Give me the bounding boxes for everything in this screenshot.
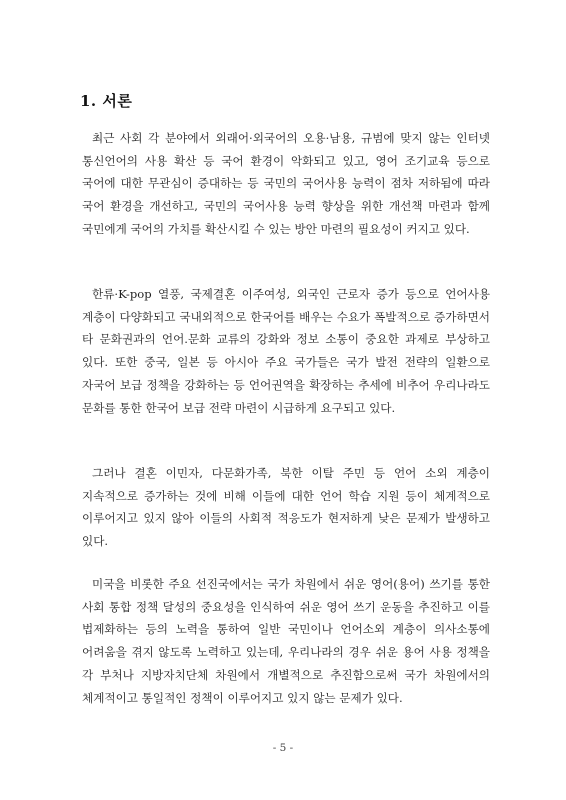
paragraph-2: 한류·K-pop 열풍, 국제결혼 이주여성, 외국인 근로자 증가 등으로 언어사용 계층이 다양화되고 국내외적으로 한국어를 배우는 수요가 폭발적으로 증가하면서 타 문화권과의 언어.문화 교류의 강화와 정보 소통이 중요한 과제로 부상하고 있다. 또한 중국, 일본 등 아시아 주요 국가들은 국가 발전 전략의 일환으로 자국어 보급 정책을 강화하는 등 언어권역을 확장하는 추세에 비추어 우리나라도 문화를 통한 한국어 보급 전략 마련이 시급하게 요구되고 있다. [82,287,490,415]
page-number: - 5 - [272,742,294,754]
paragraph-3: 그러나 결혼 이민자, 다문화가족, 북한 이탈 주민 등 언어 소외 계층이 지속적으로 증가하는 것에 비해 이들에 대한 언어 학습 지원 등이 체계적으로 이루어지고 있지 않아 이들의 사회적 적응도가 현저하게 낮은 문제가 발생하고 있다. [82,466,490,549]
paragraph-1: 최근 사회 각 분야에서 외래어·외국어의 오용·남용, 규범에 맞지 않는 인터넷 통신언어의 사용 확산 등 국어 환경이 악화되고 있고, 영어 조기교육 등으로 국어에 대한 무관심이 증대하는 등 국민의 국어사용 능력이 점차 저하됨에 따라 국어 환경을 개선하고, 국민의 국어사용 능력 향상을 위한 개선책 마련과 함께 국민에게 국어의 가치를 확산시킬 수 있는 방안 마련의 필요성이 커지고 있다. [82,131,490,236]
paragraph-4: 미국을 비롯한 주요 선진국에서는 국가 차원에서 쉬운 영어(용어) 쓰기를 통한 사회 통합 정책 달성의 중요성을 인식하여 쉬운 영어 쓰기 운동을 추진하고 이를 법제화하는 등의 노력을 통하여 일반 국민이나 언어소외 계층이 의사소통에 어려움을 겪지 않도록 노력하고 있는데, 우리나라의 경우 쉬운 용어 사용 정책을 각 부처나 지방자치단체 차원에서 개별적으로 추진함으로써 국가 차원에서의 체계적이고 통일적인 정책이 이루어지고 있지 않는 문제가 있다. [82,577,490,705]
section-heading: 1. 서론 [80,92,133,110]
